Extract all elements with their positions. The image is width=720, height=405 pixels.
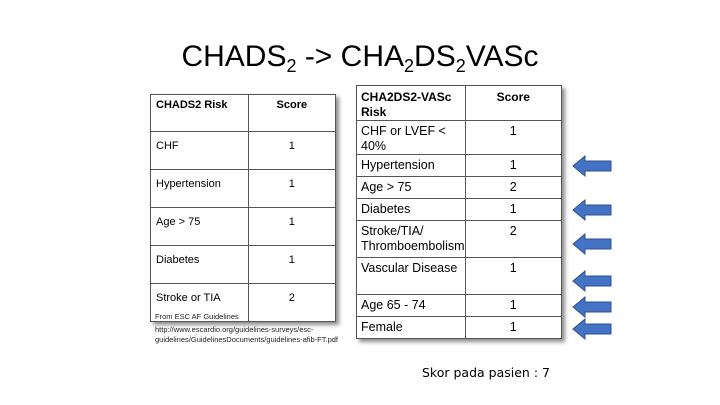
table-header-row: [357, 86, 562, 121]
column-header-score: Score: [248, 95, 335, 132]
risk-label: CHF: [151, 132, 249, 170]
left-arrow-icon: [572, 199, 612, 221]
source-url-line2: guidelines/GuidelinesDocuments/guidelines-afib-FT.pdf: [155, 335, 339, 344]
source-caption: From ESC AF Guidelines: [155, 312, 239, 321]
risk-label: Diabetes: [151, 246, 249, 284]
cha2ds2-vasc-table: [356, 85, 562, 339]
risk-score: 1: [465, 121, 561, 155]
risk-label: Age > 75: [357, 177, 466, 199]
risk-score: 1: [248, 246, 335, 284]
column-header-risk: CHA2DS2-VASc Risk: [357, 86, 466, 121]
risk-label: Hypertension: [151, 170, 249, 208]
table-row: [357, 258, 562, 295]
table-row: [357, 295, 562, 317]
risk-score: 2: [248, 284, 335, 322]
risk-label: CHF or LVEF < 40%: [357, 121, 466, 155]
risk-score: 1: [465, 199, 561, 221]
left-arrow-icon: [572, 155, 612, 177]
risk-label: Female: [357, 317, 466, 339]
column-header-risk: CHADS2 Risk: [151, 95, 249, 132]
chads2-table: [150, 94, 336, 322]
table-row: [151, 132, 336, 170]
table-row: [151, 170, 336, 208]
risk-score: 2: [465, 177, 561, 199]
risk-label: Stroke/TIA/ Thromboembolism: [357, 221, 466, 258]
table-header-row: [151, 95, 336, 132]
source-url-line1: http://www.escardio.org/guidelines-surveys/esc-: [155, 325, 314, 334]
risk-label: Age > 75: [151, 208, 249, 246]
table-row: [357, 221, 562, 258]
risk-label: Vascular Disease: [357, 258, 466, 295]
left-arrow-icon: [572, 270, 612, 292]
risk-score: 1: [248, 170, 335, 208]
risk-label: Hypertension: [357, 155, 466, 177]
column-header-score: Score: [465, 86, 561, 121]
patient-score-note: Skor pada pasien : 7: [422, 365, 550, 380]
risk-label: Stroke or TIA: [151, 284, 249, 322]
left-arrow-icon: [572, 233, 612, 255]
risk-score: 2: [465, 221, 561, 258]
table-row: [357, 155, 562, 177]
risk-label: Diabetes: [357, 199, 466, 221]
table-row: [151, 246, 336, 284]
risk-score: 1: [248, 132, 335, 170]
left-arrow-icon: [572, 318, 612, 340]
risk-score: 1: [248, 208, 335, 246]
risk-score: 1: [465, 295, 561, 317]
risk-score: 1: [465, 258, 561, 295]
risk-score: 1: [465, 317, 561, 339]
table-row: [151, 208, 336, 246]
risk-score: 1: [465, 155, 561, 177]
table-row: [357, 199, 562, 221]
table-row: [357, 177, 562, 199]
table-row: [357, 121, 562, 155]
table-row: [357, 317, 562, 339]
slide-title: $CHADS_2$ -> $CHA_2DS_2VASc$: [181, 40, 539, 76]
risk-label: Age 65 - 74: [357, 295, 466, 317]
left-arrow-icon: [572, 296, 612, 318]
